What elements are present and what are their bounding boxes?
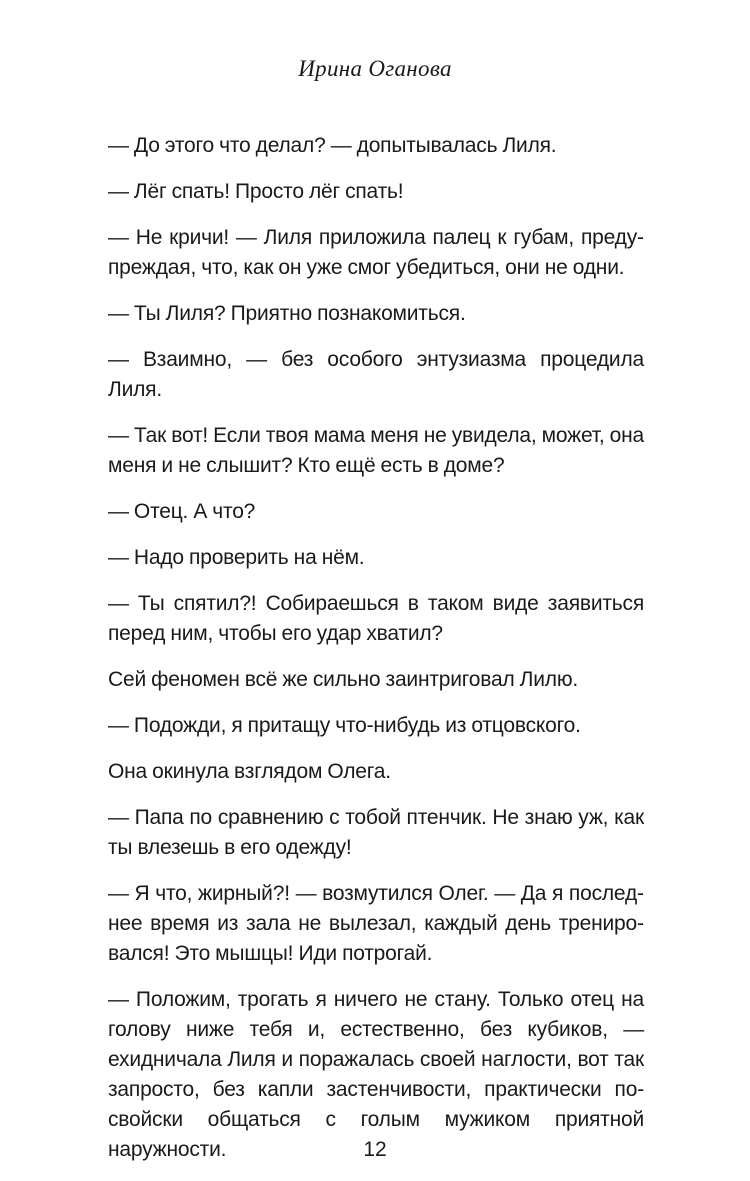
paragraph: — Ты спятил?! Собираешься в таком виде заявиться перед ним, чтобы его удар хватил?	[108, 592, 644, 645]
paragraph: — Не кричи! — Лиля приложила палец к губам, предупреждая, что, как он уже смог убедиться, они не одни.	[108, 226, 644, 279]
paragraph: Она окинула взглядом Олега.	[108, 760, 391, 783]
paragraph: — Так вот! Если твоя мама меня не увидела, может, она меня и не слышит? Кто ещё есть в доме?	[108, 424, 644, 477]
paragraph: — Надо проверить на нём.	[108, 546, 365, 569]
text-block	[108, 131, 644, 1181]
paragraph: — Взаимно, — без особого энтузиазма процедила Лиля.	[108, 348, 644, 401]
page-number: 12	[363, 1138, 387, 1161]
paragraph: — Ты Лиля? Приятно познакомиться.	[108, 302, 466, 325]
paragraph: Сей феномен всё же сильно заинтриговал Лилю.	[108, 668, 579, 691]
paragraph: — Подожди, я притащу что-нибудь из отцовского.	[108, 714, 581, 737]
running-head-author: Ирина Оганова	[298, 56, 452, 81]
paragraph: — Лёг спать! Просто лёг спать!	[108, 180, 404, 203]
paragraph: — Отец. А что?	[108, 500, 256, 523]
paragraph: — До этого что делал? — допытывалась Лиля.	[108, 134, 557, 157]
paragraph: — Папа по сравнению с тобой птенчик. Не знаю уж, как ты влезешь в его одежду!	[108, 806, 644, 859]
paragraph: — Я что, жирный?! — возмутился Олег. — Да я последнее время из зала не вылезал, каждый день тренировался! Это мышцы! Иди потрогай.	[108, 882, 644, 965]
paragraph: — Положим, трогать я ничего не стану. Только отец на голову ниже тебя и, естественно, без кубиков, — ехидничала Лиля и поражалась своей наглости, вот так запросто, без капли застенчивости, практически по-свойски общаться с голым мужиком приятной наружности.	[108, 988, 644, 1161]
